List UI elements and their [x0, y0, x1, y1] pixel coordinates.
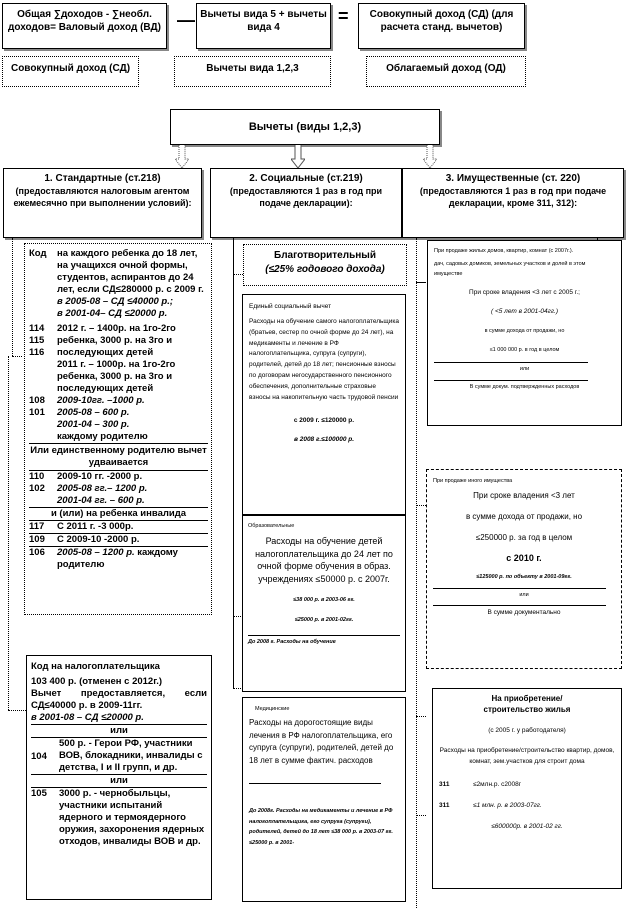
arrow-down-icon	[291, 145, 305, 169]
sale-other-label: При продаже иного имущества	[433, 478, 513, 484]
text-2012: 2012 г. – 1400р. на 1го-2го ребенка, 3000 р. на 3го и последующих детей	[57, 323, 176, 358]
text-103c: в 2001-08 – СД ≤20000 р.	[31, 712, 144, 723]
children-row-106	[29, 546, 208, 571]
deductions-123-box	[174, 56, 331, 87]
connector-line	[233, 238, 234, 688]
main-deductions-box	[170, 109, 440, 145]
single-parent-row	[29, 443, 208, 470]
unified-label: Единый социальный вычет	[249, 303, 332, 310]
connector-line	[416, 505, 426, 506]
text-110: 2009-10 гг. -2000 р.	[57, 471, 143, 482]
children-head-italic-2: в 2001-04– СД ≤20000 р.	[57, 308, 168, 319]
category-property-box	[402, 168, 624, 238]
children-row-109	[29, 533, 208, 546]
connector-line	[233, 274, 243, 275]
code-106: 106	[29, 547, 45, 558]
education-text: Расходы на обучение детей налогоплательщика до 24 лет по очной форме обучения в образ. учреждениях ≤50000 р. с 2007г.	[255, 536, 393, 584]
purchase-row-311b	[439, 800, 615, 811]
education-note: До 2008 г. Расходы на обучение	[248, 639, 336, 645]
sale-housing-label-2: дач, садовых домиков, земельных участков и долей в этом имуществе	[434, 261, 586, 277]
children-head-italic-1: в 2005-08 – СД ≤40000 р.;	[57, 296, 174, 307]
sale-other-amount: в сумме дохода от продажи, но	[465, 512, 583, 521]
standard-taxpayer-box	[26, 655, 212, 900]
arrow-down-icon	[175, 145, 189, 169]
divider	[433, 588, 606, 589]
sale-other-box	[426, 469, 622, 669]
minus-operator: —	[177, 10, 195, 30]
connector-line	[12, 238, 13, 356]
children-row-102	[29, 483, 208, 507]
code-117: 117	[29, 521, 45, 532]
connector-line	[416, 238, 417, 908]
sale-housing-box	[427, 240, 622, 426]
divider	[249, 783, 381, 784]
code-102: 102	[29, 483, 45, 494]
code-103: 103	[31, 676, 47, 687]
deductions-4-5-box	[196, 3, 331, 49]
code-115: 115	[29, 335, 45, 346]
code-116: 116	[29, 347, 45, 358]
sale-other-term: При сроке владения <3 лет	[473, 491, 575, 500]
standard-children-box	[24, 243, 212, 615]
education-label: Образовательные	[248, 523, 295, 529]
category-social-title: 2. Социальные (ст.219)	[249, 173, 363, 184]
total-income-standard-box	[358, 3, 525, 49]
sale-housing-docs: В сумме докум. подтвержденных расходов	[469, 384, 580, 390]
children-row-110	[29, 470, 208, 483]
divider	[434, 362, 588, 363]
text-108: 2009-10гг. –1000 р.	[57, 395, 145, 406]
or-text: или	[519, 366, 530, 372]
text-106b: каждому родителю	[57, 547, 178, 570]
category-standard-subtitle: (предоставляются налоговым агентом ежемесячно при выполнении условий):	[13, 186, 192, 208]
code-311: 311	[439, 802, 450, 809]
unified-text: Расходы на обучение самого налогоплательщика (братьев, сестер по очной форме до 24 лет), на медикаменты и лечение в РФ налогоплательщика, супруга (супруги), родителей, детей до 18 лет; пенсионные взносы по договорам негосударственного пенсионного обеспечения, дополнительные страховые взносы на накопительную часть трудовой пенсии	[249, 318, 399, 401]
category-standard-box	[3, 168, 202, 238]
category-standard-title: 1. Стандартные (ст.218)	[44, 173, 161, 184]
children-row-117	[29, 520, 208, 533]
disabled-child-row	[29, 507, 208, 520]
code-101: 101	[29, 407, 45, 418]
connector-line	[12, 356, 22, 357]
code-311: 311	[439, 781, 450, 788]
divider	[248, 635, 400, 636]
sale-other-old: ≤125000 р. по объекту в 2001-09гг.	[476, 574, 572, 580]
text-101c: каждому родителю	[57, 431, 148, 442]
gross-income-text: Общая ∑доходов - ∑необл. доходов= Валовый доход (ВД)	[8, 9, 161, 33]
text-117: С 2011 г. -3 000р.	[57, 521, 134, 532]
or-text: или	[110, 775, 128, 786]
sale-housing-amount: в сумме дохода от продажи, но	[484, 328, 565, 334]
main-deductions-title: Вычеты (виды 1,2,3)	[248, 121, 362, 133]
code-label: Код	[29, 248, 47, 259]
children-head-row	[29, 248, 208, 320]
code-105: 105	[31, 788, 47, 799]
or-separator	[31, 724, 207, 737]
children-row-101	[29, 407, 208, 443]
category-social-subtitle: (предоставляются 1 раз в год при подаче декларации):	[229, 186, 383, 208]
total-income-text: Совокупный доход (СД)	[10, 63, 131, 74]
code-108: 108	[29, 395, 45, 406]
unified-limit-2: в 2008 г.≤100000 р.	[293, 436, 355, 444]
unified-social-box	[242, 294, 406, 515]
purchase-employer: (с 2005 г. у работодателя)	[488, 727, 566, 734]
category-property-subtitle: (предоставляются 1 раз в год при подаче декларации, кроме 311, 312):	[419, 186, 607, 208]
charity-box	[243, 244, 407, 286]
text-106a: 2005-08 – 1200 р.	[57, 547, 135, 558]
text-109: С 2009-10 -2000 р.	[57, 534, 140, 545]
education-limit-1: ≤38 000 р. в 2003-06 гг.	[293, 597, 355, 603]
purchase-row-311a	[439, 779, 615, 790]
purchase-title: На приобретение/ строительство жилья	[483, 694, 571, 714]
or-text: или	[519, 592, 529, 598]
connector-line	[416, 716, 426, 717]
education-box	[242, 515, 406, 692]
code-110: 110	[29, 471, 45, 482]
taxpayer-head: Код на налогоплательщика	[31, 661, 160, 672]
disabled-child-text: и (или) на ребенка инвалида	[50, 508, 187, 519]
text-103: 400 р. (отменен с 2012г.)	[49, 676, 163, 687]
or-separator	[31, 774, 207, 787]
medical-label: Медицинские	[255, 706, 290, 712]
sale-housing-term: При сроке владения <3 лет с 2005 г.;	[469, 289, 580, 296]
sale-housing-label: При продаже жилых домов, квартир, комнат (с 2007г.).	[434, 248, 574, 254]
text-104: 500 р. - Герои РФ, участники ВОВ, блокадники, инвалиды с детства, I и II групп, и др.	[59, 738, 203, 773]
purchase-limit-3: ≤600000р. в 2001-02 гг.	[491, 823, 563, 830]
text-105: 3000 р. - чернобыльцы, участники испытаний ядерного и термоядерного оружия, захоронения ядерных отходов, инвалиды ВОВ и др.	[59, 788, 205, 847]
gross-income-box	[2, 3, 167, 49]
purchase-limit-2: ≤1 млн. р. в 2003-07гг.	[473, 802, 542, 809]
sale-other-limit: ≤250000 р. за год в целом	[475, 533, 573, 542]
connector-line	[8, 710, 26, 711]
medical-note: До 2008г. Расходы на медикаменты и лечение в РФ налогоплательщика, его супруга (супруги), родителей, детей до 18 лет ≤38 000 р. в 2003-07 гг. ≤25000 р. в 2001-	[249, 808, 393, 846]
text-102a: 2005-08 гг.– 1200 р.	[57, 483, 148, 494]
total-income-box	[2, 56, 139, 87]
education-limit-2: ≤25000 р. в 2001-02гг.	[294, 617, 354, 623]
medical-text: Расходы на дорогостоящие виды лечения в РФ налогоплательщика, его супруга (супруги), родителей, детей до 18 лет в сумме фактич. расходов	[249, 718, 394, 765]
text-2011: 2011 г. – 1000р. на 1го-2го ребенка, 3000 р. на 3го и последующих детей	[57, 359, 176, 394]
taxpayer-row-105	[31, 787, 207, 848]
taxpayer-row-104	[31, 737, 207, 774]
text-103b: Вычет предоставляется, если СД≤40000 р. в 2009-11гг.	[31, 688, 207, 711]
divider	[433, 605, 606, 606]
purchase-limit-1: ≤2млн.р. с2008г	[473, 781, 522, 788]
sale-other-since: с 2010 г.	[506, 553, 542, 563]
taxable-income-box	[366, 56, 526, 87]
sale-other-docs: В сумме документально	[487, 609, 561, 616]
arrow-down-icon	[423, 145, 437, 169]
text-101b: 2001-04 – 300 р.	[57, 419, 130, 430]
code-104: 104	[31, 751, 47, 762]
category-property-title: 3. Имущественные (ст. 220)	[445, 173, 581, 184]
or-text: или	[110, 725, 128, 736]
sale-housing-term-2: ( <5 лет в 2001-04гг.)	[490, 308, 559, 315]
purchase-housing-box	[432, 688, 622, 889]
connector-line	[416, 282, 426, 283]
text-101a: 2005-08 – 600 р.	[57, 407, 130, 418]
children-head-text: на каждого ребенка до 18 лет, на учащихся очной формы, студентов, аспирантов до 24 лет, если СД≤280000 р. с 2009 г.	[57, 248, 204, 295]
divider	[434, 380, 588, 381]
connector-line	[416, 815, 426, 816]
deductions-123-text: Вычеты вида 1,2,3	[206, 63, 299, 74]
code-114: 114	[29, 323, 45, 334]
charity-title: Благотворительный	[274, 250, 376, 261]
total-income-standard-text: Совокупный доход (СД) (для расчета станд. вычетов)	[369, 9, 514, 33]
equals-operator: =	[338, 6, 349, 26]
charity-limit: (≤25% годового дохода)	[265, 264, 385, 275]
code-109: 109	[29, 534, 45, 545]
sale-housing-limit: ≤1 000 000 р. в год в целом	[489, 347, 560, 353]
children-row-108	[29, 395, 208, 407]
children-row-114	[29, 323, 208, 395]
taxable-income-text: Облагаемый доход (ОД)	[386, 63, 506, 74]
purchase-text: Расходы на приобретение/строительство квартир, домов, комнат, зем.участков для строит дома	[439, 747, 615, 765]
single-parent-text: Или единственному родителю вычет удваивается	[30, 445, 207, 468]
category-social-box	[210, 168, 402, 238]
connector-line	[8, 356, 9, 710]
deductions-4-5-text: Вычеты вида 5 + вычеты вида 4	[200, 9, 327, 33]
medical-box	[242, 697, 406, 902]
text-102b: 2001-04 гг. – 600 р.	[57, 495, 145, 506]
unified-limit-1: с 2009 г. ≤120000 р.	[293, 417, 355, 425]
